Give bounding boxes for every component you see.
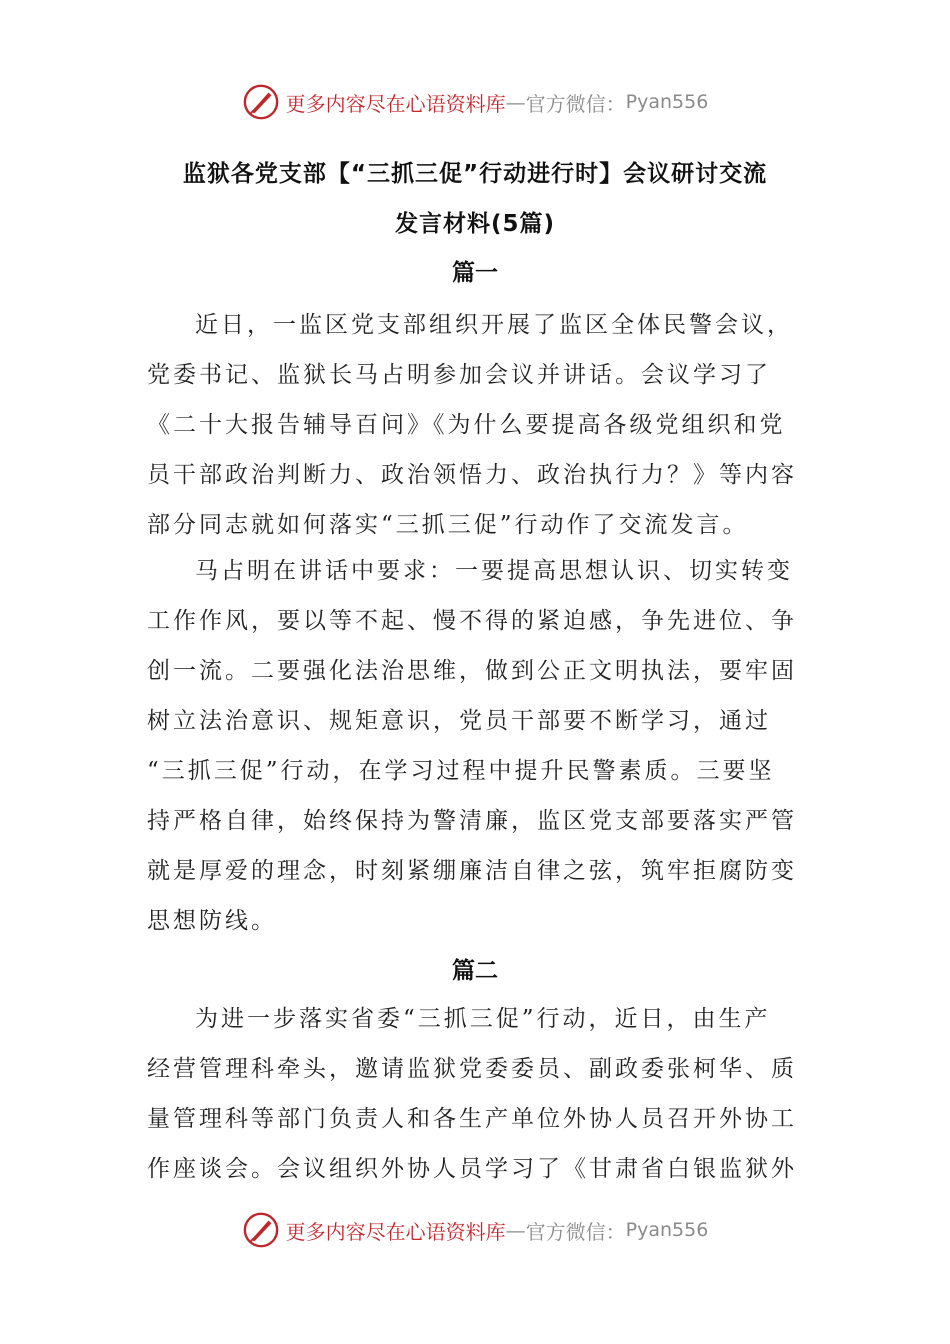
- text-line: 经营管理科牵头，邀请监狱党委委员、副政委张柯华、质: [147, 1056, 797, 1082]
- text-line: 量管理科等部门负责人和各生产单位外协人员召开外协工: [147, 1106, 797, 1132]
- text-line: 为进一步落实省委“三抓三促”行动，近日，由生产: [195, 1006, 771, 1032]
- quill-logo-icon: [242, 83, 280, 121]
- text-line: 就是厚爱的理念，时刻紧绷廉洁自律之弦，筑牢拒腐防变: [147, 858, 797, 884]
- text-line: 创一流。二要强化法治思维，做到公正文明执法，要牢固: [147, 658, 797, 684]
- banner-wechat-id: Pyan556: [625, 91, 709, 113]
- banner-main-text: 更多内容尽在心语资料库: [285, 1219, 506, 1244]
- banner-wechat-id: Pyan556: [625, 1219, 709, 1241]
- text-line: 近日，一监区党支部组织开展了监区全体民警会议，: [195, 312, 793, 338]
- text-line: 《二十大报告辅导百问》《为什么要提高各级党组织和党: [147, 412, 786, 438]
- text-line: “三抓三促”行动，在学习过程中提升民警素质。三要坚: [147, 758, 775, 784]
- banner-dash: —: [505, 1218, 526, 1242]
- section-heading-2: 篇二: [452, 958, 498, 984]
- text-line: 马占明在讲话中要求：一要提高思想认识、切实转变: [195, 558, 793, 584]
- text-line: 树立法治意识、规矩意识，党员干部要不断学习，通过: [147, 708, 771, 734]
- footer-watermark-banner: [0, 1210, 950, 1250]
- header-watermark-banner: [0, 82, 950, 122]
- text-line: 思想防线。: [147, 908, 277, 934]
- text-line: 持严格自律，始终保持为警清廉，监区党支部要落实严管: [147, 808, 797, 834]
- document-title-line-2: 发言材料(5篇): [394, 211, 556, 237]
- banner-label: 官方微信：: [525, 91, 626, 116]
- quill-logo-icon: [242, 1211, 280, 1249]
- text-line: 员干部政治判断力、政治领悟力、政治执行力？》等内容: [147, 462, 797, 488]
- banner-dash: —: [505, 90, 526, 114]
- text-line: 部分同志就如何落实“三抓三促”行动作了交流发言。: [147, 512, 749, 538]
- banner-main-text: 更多内容尽在心语资料库: [285, 91, 506, 116]
- section-heading-1: 篇一: [452, 260, 498, 286]
- banner-label: 官方微信：: [525, 1219, 626, 1244]
- section-1-paragraph-2: [147, 546, 807, 946]
- section-1-paragraph-1: [147, 300, 807, 550]
- text-line: 作座谈会。会议组织外协人员学习了《甘肃省白银监狱外: [147, 1156, 797, 1182]
- text-line: 党委书记、监狱长马占明参加会议并讲话。会议学习了: [147, 362, 771, 388]
- section-2-paragraph-1: [147, 994, 807, 1194]
- text-line: 工作作风，要以等不起、慢不得的紧迫感，争先进位、争: [147, 608, 797, 634]
- document-title-line-1: 监狱各党支部【“三抓三促”行动进行时】会议研讨交流: [182, 161, 768, 187]
